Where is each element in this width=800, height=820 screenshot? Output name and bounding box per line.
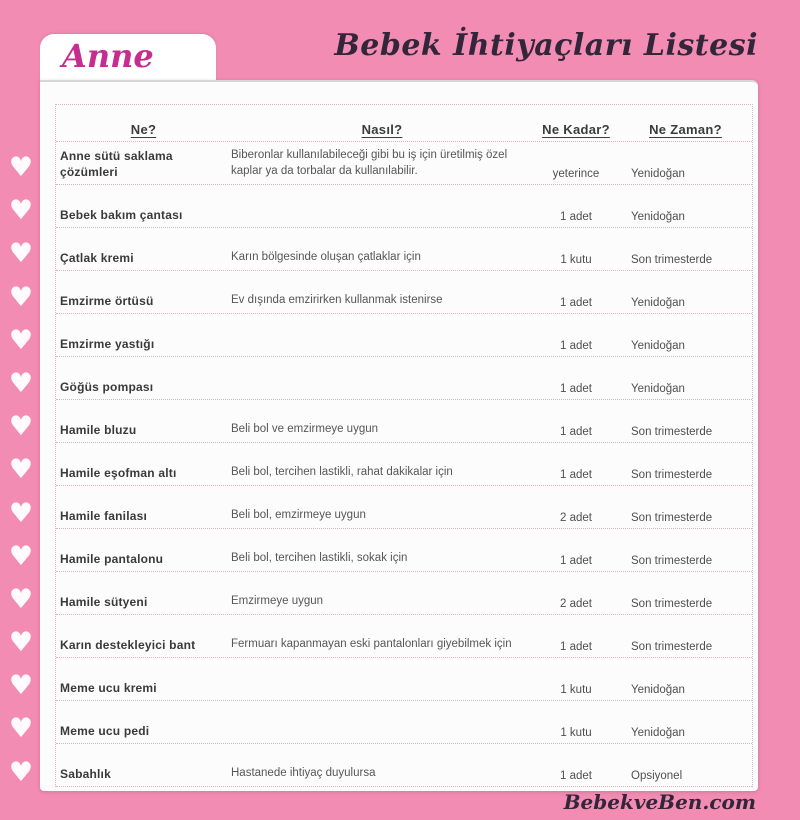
item-name: Anne sütü saklama çözümleri (60, 148, 173, 179)
tab-label: Anne (62, 37, 154, 75)
table-row (56, 228, 752, 271)
heart-icon: ♥ (8, 627, 34, 659)
item-name: Meme ucu pedi (60, 723, 150, 738)
item-quantity: 1 adet (560, 555, 592, 567)
item-description: Ev dışında emzirirken kullanmak istenirse (231, 294, 443, 307)
item-name: Göğüs pompası (60, 379, 154, 394)
table-header-row (56, 105, 752, 142)
checklist-paper (40, 80, 758, 791)
item-when: Yenidoğan (631, 340, 685, 352)
item-description: Fermuarı kapanmayan eski pantalonları giyebilmek için (231, 638, 512, 651)
item-when: Yenidoğan (631, 684, 685, 696)
column-header-what: Ne? (130, 122, 157, 137)
heart-icon: ♥ (8, 238, 34, 270)
heart-icon: ♥ (8, 454, 34, 486)
table-row (56, 185, 752, 228)
column-header-how: Nasıl? (361, 122, 403, 137)
item-when: Opsiyonel (631, 770, 683, 782)
item-description (231, 185, 533, 227)
heart-icon: ♥ (8, 152, 34, 183)
item-name: Karın destekleyici bant (60, 637, 196, 652)
item-when: Son trimesterde (631, 512, 713, 524)
column-header-quantity: Ne Kadar? (542, 122, 610, 137)
table-row (56, 658, 752, 701)
item-when: Yenidoğan (631, 211, 685, 223)
item-description: Beli bol, tercihen lastikli, rahat dakikalar için (231, 466, 453, 479)
item-name: Emzirme örtüsü (60, 293, 154, 308)
item-name: Meme ucu kremi (60, 680, 157, 695)
item-quantity: 1 adet (560, 426, 592, 438)
item-quantity: yeterince (552, 168, 600, 180)
item-quantity: 1 adet (560, 211, 592, 223)
item-when: Yenidoğan (631, 727, 685, 739)
table-row (56, 744, 752, 787)
heart-icon: ♥ (8, 583, 34, 615)
item-quantity: 1 kutu (560, 254, 592, 266)
item-description (231, 658, 533, 700)
item-description (231, 357, 533, 399)
heart-icon: ♥ (8, 670, 34, 702)
footer-brand: BebekveBen.com (563, 790, 756, 814)
column-header-when: Ne Zaman? (649, 122, 722, 137)
item-name: Hamile pantalonu (60, 551, 164, 566)
item-description (231, 314, 533, 356)
page-title: Bebek İhtiyaçları Listesi (334, 28, 758, 63)
table-row (56, 486, 752, 529)
item-name: Hamile fanilası (60, 508, 148, 523)
item-when: Son trimesterde (631, 469, 713, 481)
item-quantity: 2 adet (560, 598, 592, 610)
item-when: Son trimesterde (631, 426, 713, 438)
item-when: Son trimesterde (631, 641, 713, 653)
item-description: Beli bol, tercihen lastikli, sokak için (231, 552, 408, 565)
item-description: Beli bol, emzirmeye uygun (231, 509, 366, 522)
item-quantity: 1 adet (560, 340, 592, 352)
heart-icon: ♥ (8, 756, 34, 788)
table-row (56, 615, 752, 658)
item-description (231, 701, 533, 743)
heart-icon: ♥ (8, 281, 34, 313)
item-when: Son trimesterde (631, 254, 713, 266)
table-row (56, 443, 752, 486)
table-row (56, 701, 752, 744)
table-row (56, 400, 752, 443)
item-quantity: 1 kutu (560, 684, 592, 696)
item-when: Yenidoğan (631, 168, 685, 180)
item-name: Hamile eşofman altı (60, 465, 177, 480)
item-when: Son trimesterde (631, 598, 713, 610)
table-row (56, 271, 752, 314)
item-when: Yenidoğan (631, 297, 685, 309)
item-description: Biberonlar kullanılabileceği gibi bu iş için üretilmiş özel kaplar ya da torbalar da kullanılabilir. (231, 148, 508, 178)
heart-icon: ♥ (8, 195, 34, 227)
item-quantity: 1 adet (560, 297, 592, 309)
item-name: Bebek bakım çantası (60, 207, 183, 222)
table-row (56, 314, 752, 357)
tab-anne (40, 34, 216, 82)
item-description: Emzirmeye uygun (231, 595, 324, 608)
heart-icon: ♥ (8, 713, 34, 745)
item-quantity: 1 adet (560, 641, 592, 653)
item-quantity: 1 adet (560, 469, 592, 481)
item-quantity: 2 adet (560, 512, 592, 524)
item-description: Beli bol ve emzirmeye uygun (231, 423, 379, 436)
table-body (56, 142, 752, 787)
heart-icon: ♥ (8, 540, 34, 572)
item-name: Emzirme yastığı (60, 336, 155, 351)
item-name: Hamile sütyeni (60, 594, 148, 609)
heart-icon: ♥ (8, 411, 34, 443)
heart-icon: ♥ (8, 497, 34, 529)
heart-icon: ♥ (8, 324, 34, 356)
checklist-table (55, 104, 753, 787)
heart-icon: ♥ (8, 367, 34, 399)
item-description: Hastanede ihtiyaç duyulursa (231, 767, 376, 780)
item-when: Yenidoğan (631, 383, 685, 395)
item-quantity: 1 adet (560, 383, 592, 395)
table-row (56, 572, 752, 615)
item-quantity: 1 adet (560, 770, 592, 782)
item-name: Hamile bluzu (60, 422, 137, 437)
table-row (56, 529, 752, 572)
hearts-column (4, 146, 38, 794)
item-name: Sabahlık (60, 766, 111, 781)
item-description: Karın bölgesinde oluşan çatlaklar için (231, 251, 421, 264)
table-row (56, 142, 752, 185)
table-row (56, 357, 752, 400)
item-when: Son trimesterde (631, 555, 713, 567)
item-quantity: 1 kutu (560, 727, 592, 739)
item-name: Çatlak kremi (60, 250, 134, 265)
